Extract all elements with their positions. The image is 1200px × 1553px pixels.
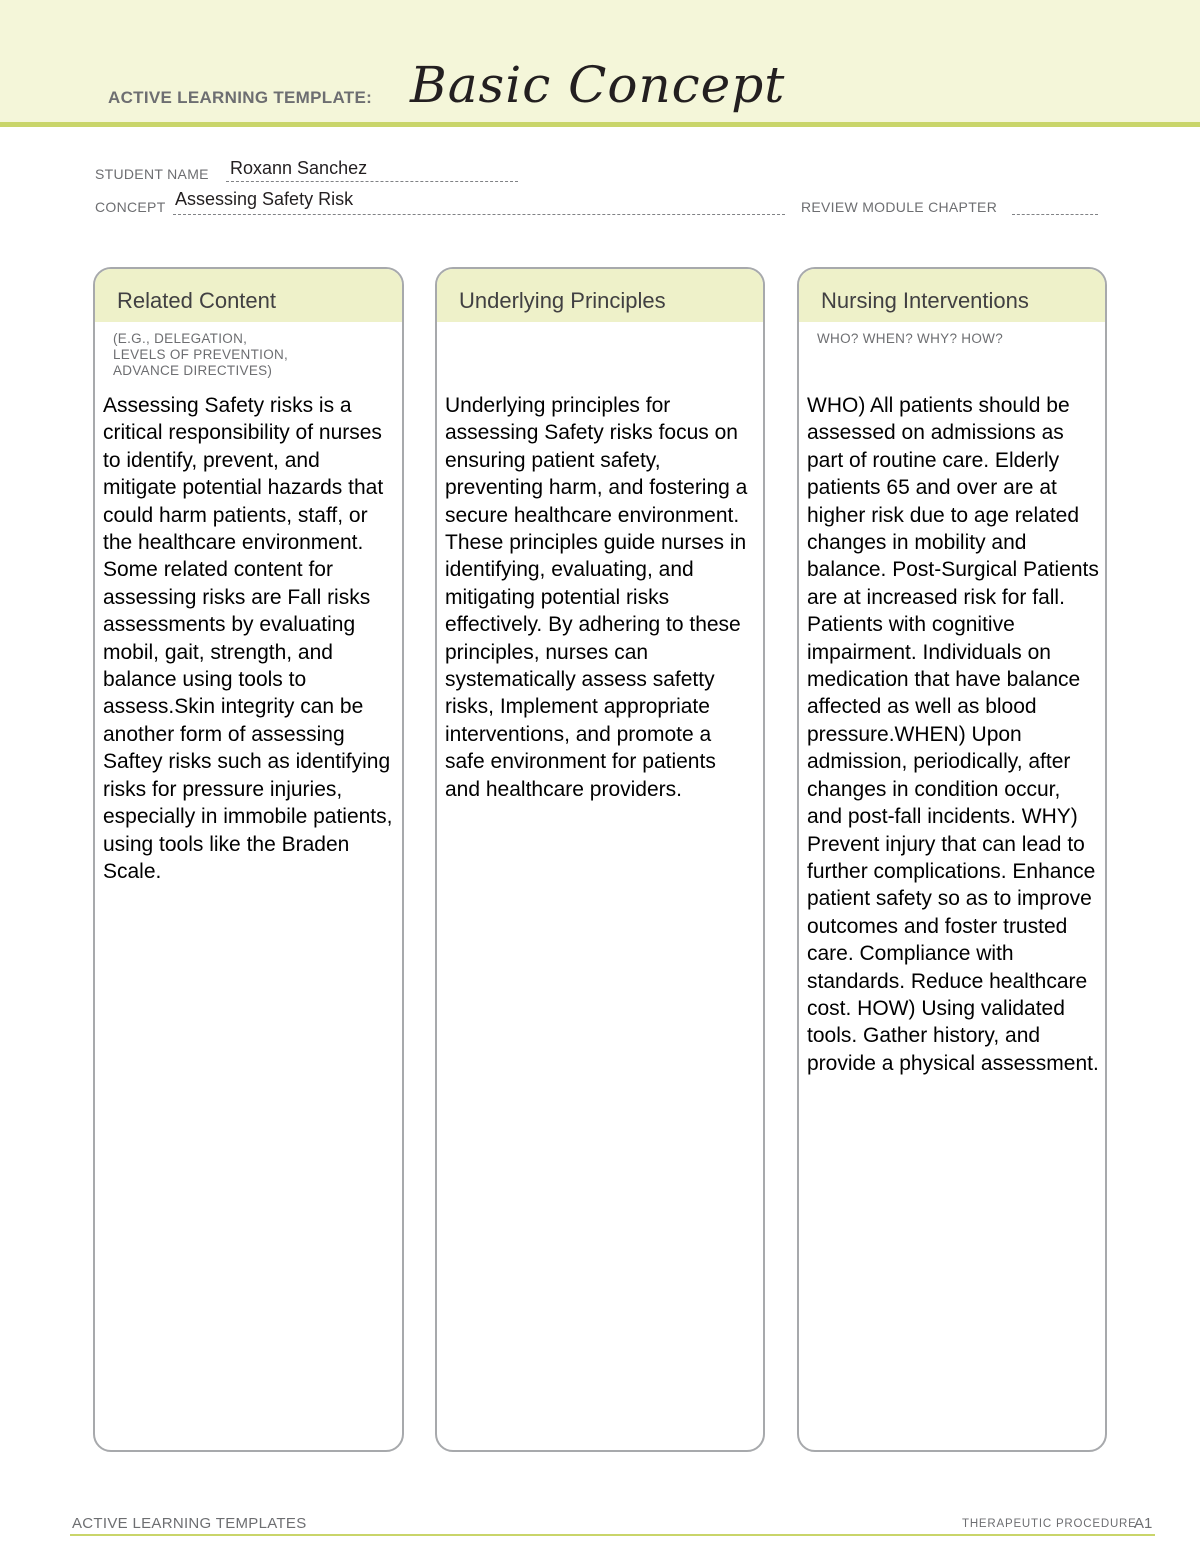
footer-right: THERAPEUTIC PROCEDURE <box>962 1518 1137 1530</box>
panel-related-hint <box>113 331 288 379</box>
review-module-field[interactable] <box>1012 214 1098 215</box>
hint-line: (E.G., DELEGATION, <box>113 331 248 346</box>
panel-related-title: Related Content <box>117 288 276 313</box>
footer-left: ACTIVE LEARNING TEMPLATES <box>72 1515 307 1532</box>
panel-underlying-principles <box>435 267 765 1452</box>
header-rule <box>0 122 1200 127</box>
concept-line <box>173 214 785 215</box>
panel-interventions-title: Nursing Interventions <box>821 288 1029 313</box>
page-title: Basic Concept <box>410 56 786 114</box>
hint-line: ADVANCE DIRECTIVES) <box>113 363 273 378</box>
panel-related-body[interactable]: Assessing Safety risks is a critical responsibility of nurses to identify, prevent, and mitigate potential hazards that could harm patients, staff, or the healthcare environment. Some related content for assessing risks are Fall risks assessments by evaluating mobil, gait, strength, and balance using tools to assess.Skin integrity can be another form of assessing Saftey risks such as identifying risks for pressure injuries, especially in immobile patients, using tools like the Braden Scale. <box>103 394 393 883</box>
concept-label: CONCEPT <box>95 199 166 215</box>
panel-related-content <box>93 267 404 1452</box>
student-name-label: STUDENT NAME <box>95 166 209 182</box>
panel-principles-body[interactable]: Underlying principles for assessing Safety risks focus on ensuring patient safety, preventing harm, and fostering a secure healthcare environment. These principles guide nurses in identifying, evaluating, and mitigating potential risks effectively. By adhering to these principles, nurses can systematically assess safetty risks, Implement appropriate interventions, and promote a safe environment for patients and healthcare providers. <box>445 394 748 801</box>
hint-line: LEVELS OF PREVENTION, <box>113 347 289 362</box>
page-number: A1 <box>1134 1515 1153 1532</box>
student-name-field[interactable]: Roxann Sanchez <box>230 158 368 178</box>
template-label: ACTIVE LEARNING TEMPLATE: <box>108 88 373 107</box>
panel-interventions-hint: WHO? WHEN? WHY? HOW? <box>817 331 1004 346</box>
footer-rule <box>70 1534 1155 1536</box>
panel-interventions-body[interactable]: WHO) All patients should be assessed on admissions as part of routine care. Elderly patients 65 and over are at higher risk due to age related changes in mobility and balance. Post-Surgical Patients are at increased risk for fall. Patients with cognitive impairment. Individuals on medication that have balance affected as well as blood pressure.WHEN) Upon admission, periodically, after changes in condition occur, and post-fall incidents. WHY) Prevent injury that can lead to further complications. Enhance patient safety so as to improve outcomes and foster trusted care. Compliance with standards. Reduce healthcare cost. HOW) Using validated tools. Gather history, and provide a physical assessment. <box>807 394 1099 1075</box>
panel-nursing-interventions <box>797 267 1107 1452</box>
concept-field[interactable]: Assessing Safety Risk <box>175 189 354 209</box>
student-name-line <box>226 181 518 182</box>
review-module-label: REVIEW MODULE CHAPTER <box>801 199 998 215</box>
panel-principles-title: Underlying Principles <box>459 288 666 313</box>
